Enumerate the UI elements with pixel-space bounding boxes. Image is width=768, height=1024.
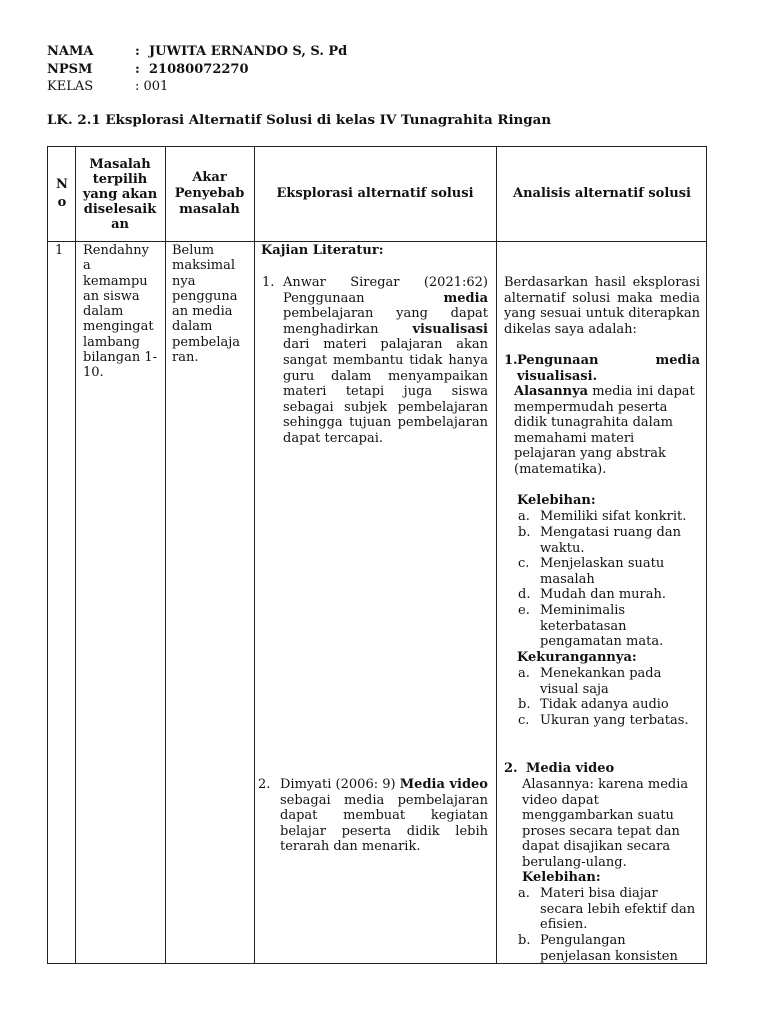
solution1-number: 1.	[504, 353, 518, 368]
item2-text: Dimyati (2006: 9) Media video sebagai media pembelajaran dapat membuat kegiatan belajar peserta didik lebih terarah dan menarik.	[280, 777, 488, 855]
header-no: N o	[56, 177, 68, 210]
item2-number: 2.	[258, 777, 271, 792]
solution2-title: Media video	[526, 761, 615, 776]
header-masalah: Masalah terpilih yang akan diselesaik an	[82, 156, 158, 232]
kelebihan-marker: a.	[518, 509, 530, 524]
kelebihan-marker: b.	[518, 525, 531, 540]
kelebihan-marker: c.	[518, 556, 530, 571]
kekurangan-marker: b.	[518, 697, 531, 712]
kelebihan2-item: Pengulangan penjelasan konsisten	[540, 933, 678, 964]
header-kelas	[47, 79, 168, 95]
row-divider	[48, 241, 706, 242]
colon: :	[135, 44, 140, 59]
kelebihan-item: Memiliki sifat konkrit.	[540, 509, 687, 524]
kekurangan-marker: c.	[518, 713, 530, 728]
kelas-label: KELAS	[47, 79, 94, 94]
nama-label: NAMA	[47, 44, 94, 59]
row-number: 1	[55, 243, 64, 258]
header-akar: Akar Penyebab masalah	[174, 170, 245, 217]
kelebihan-item: Mudah dan murah.	[540, 587, 667, 602]
kekurangan-marker: a.	[518, 666, 530, 681]
column-divider	[254, 147, 255, 963]
kekurangan-item: Menekankan pada visual saja	[540, 666, 662, 697]
solution-table	[47, 146, 707, 964]
kajian-label: Kajian Literatur:	[261, 243, 384, 258]
analisis-intro: Berdasarkan hasil eksplorasi alternatif solusi maka media yang sesuai untuk diterapkan dikelas saya adalah:	[504, 275, 700, 337]
kekurangan-label: Kekurangannya:	[517, 650, 637, 665]
kelebihan-label: Kelebihan:	[517, 493, 596, 508]
kelebihan-marker: d.	[518, 587, 531, 602]
item1-number: 1.	[262, 275, 275, 290]
header-eksplorasi: Eksplorasi alternatif solusi	[276, 186, 474, 202]
kelebihan-item: Menjelaskan suatu masalah	[540, 556, 665, 587]
nama-value: JUWITA ERNANDO S, S. Pd	[149, 44, 348, 59]
page-title: LK. 2.1 Eksplorasi Alternatif Solusi di kelas IV Tunagrahita Ringan	[47, 112, 552, 128]
column-divider	[496, 147, 497, 963]
kelebihan-item: Meminimalis keterbatasan pengamatan mata.	[540, 603, 664, 650]
kelebihan2-item: Materi bisa diajar secara lebih efektif dan efisien.	[540, 886, 696, 933]
column-divider	[165, 147, 166, 963]
npsm-label: NPSM	[47, 62, 93, 77]
kelebihan2-marker: b.	[518, 933, 531, 948]
item1-text: Anwar Siregar (2021:62) Penggunaan media pembelajaran yang dapat menghadirkan visualisasi dari materi palajaran akan sangat membantu tidak hanya guru dalam menyampaikan materi tetapi juga siswa sebagai subjek pembelajaran sehingga tujuan pembelajaran dapat tercapai.	[283, 275, 488, 446]
npsm-value: 21080072270	[149, 62, 249, 77]
solution1-reason: Alasannya media ini dapat mempermudah peserta didik tunagrahita dalam memahami materi pelajaran yang abstrak (matematika).	[514, 384, 695, 477]
kelebihan2-label: Kelebihan:	[522, 870, 601, 885]
column-divider	[75, 147, 76, 963]
kelebihan2-marker: a.	[518, 886, 530, 901]
header-analisis: Analisis alternatif solusi	[512, 186, 691, 202]
solution2-number: 2.	[504, 761, 518, 776]
kekurangan-item: Tidak adanya audio	[540, 697, 669, 712]
kekurangan-item: Ukuran yang terbatas.	[540, 713, 689, 728]
kelebihan-marker: e.	[518, 603, 530, 618]
akar-text: Belum maksimal nya pengguna an media dalam pembelaja ran.	[172, 243, 241, 366]
kelebihan-item: Mengatasi ruang dan waktu.	[540, 525, 681, 556]
solution2-reason: Alasannya: karena media video dapat menggambarkan suatu proses secara tepat dan dapat disajikan secara berulang-ulang.	[522, 777, 689, 870]
masalah-text: Rendahny a kemampu an siswa dalam mengingat lambang bilangan 1-10.	[83, 243, 158, 381]
solution1-title: Pengunaan media visualisasi.	[517, 353, 700, 384]
header-nama	[47, 44, 347, 60]
header-npsm	[47, 62, 249, 78]
colon: :	[135, 62, 140, 77]
kelas-value: : 001	[135, 79, 169, 94]
